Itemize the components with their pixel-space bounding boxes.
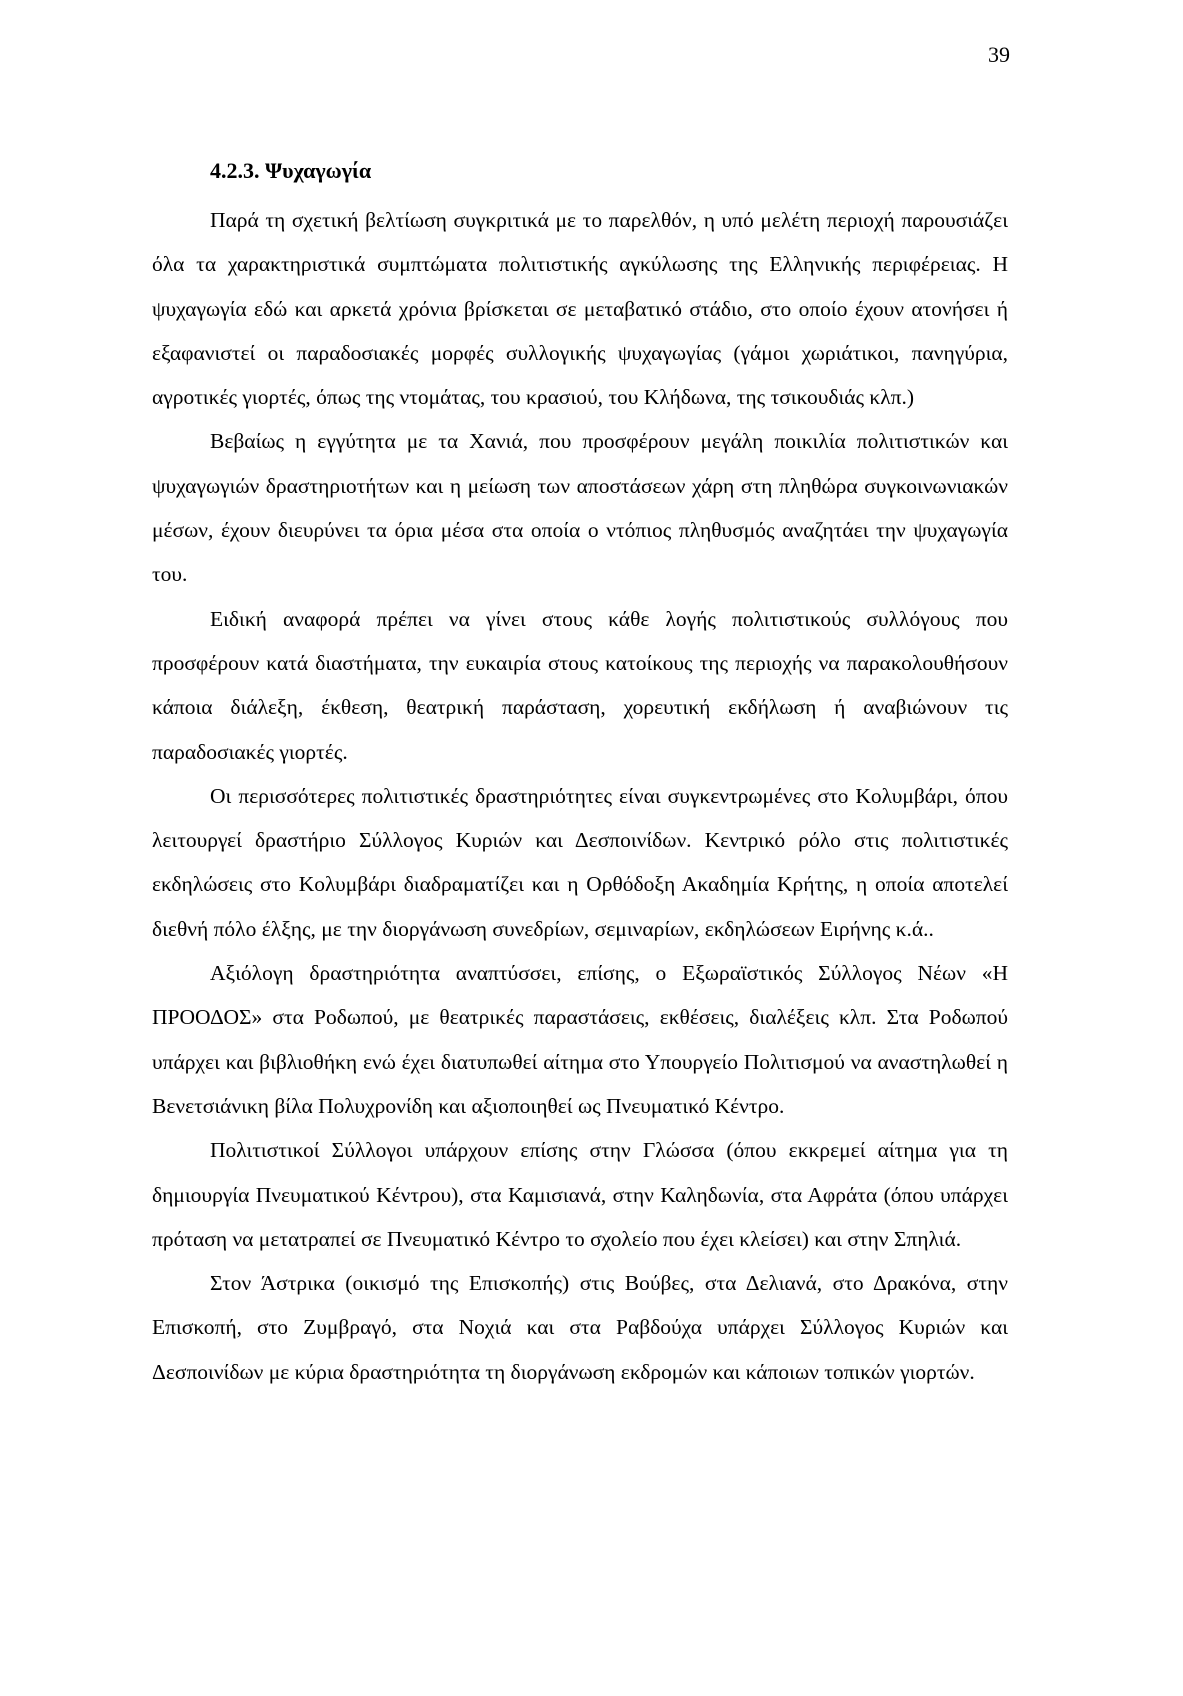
- paragraph-other-associations: Πολιτιστικοί Σύλλογοι υπάρχουν επίσης στην Γλώσσα (όπου εκκρεμεί αίτημα για τη δημιουργία Πνευματικού Κέντρου), στα Καμισιανά, στην Καληδωνία, στα Αφράτα (όπου υπάρχει πρόταση να μετατραπεί σε Πνευματικό Κέντρο το σχολείο που έχει κλείσει) και στην Σπηλιά.: [152, 1138, 1008, 1251]
- page-number: 39: [988, 42, 1010, 67]
- paragraph-rodopou: Αξιόλογη δραστηριότητα αναπτύσσει, επίσης, ο Εξωραϊστικός Σύλλογος Νέων «Η ΠΡΟΟΔΟΣ» στα Ροδωπού, με θεατρικές παραστάσεις, εκθέσεις, διαλέξεις κλπ. Στα Ροδωπού υπάρχει και βιβλιοθήκη ενώ έχει διατυπωθεί αίτημα στο Υπουργείο Πολιτισμού να αναστηλωθεί η Βενετσιάνικη βίλα Πολυχρονίδη και αξιοποιηθεί ως Πνευματικό Κέντρο.: [152, 961, 1008, 1118]
- paragraph-cultural-associations: Ειδική αναφορά πρέπει να γίνει στους κάθε λογής πολιτιστικούς συλλόγους που προσφέρουν κατά διαστήματα, την ευκαιρία στους κατοίκους της περιοχής να παρακολουθήσουν κάποια διάλεξη, έκθεση, θεατρική παράσταση, χορευτική εκδήλωση ή αναβιώνουν τις παραδοσιακές γιορτές.: [152, 606, 1008, 764]
- paragraph-intro: Παρά τη σχετική βελτίωση συγκριτικά με το παρελθόν, η υπό μελέτη περιοχή παρουσιάζει όλα τα χαρακτηριστικά συμπτώματα πολιτιστικής αγκύλωσης της Ελληνικής περιφέρειας. Η ψυχαγωγία εδώ και αρκετά χρόνια βρίσκεται σε μεταβατικό στάδιο, στο οποίο έχουν ατονήσει ή εξαφανιστεί οι παραδοσιακές μορφές συλλογικής ψυχαγωγίας (γάμοι χωριάτικοι, πανηγύρια, αγροτικές γιορτές, όπως της ντομάτας, του κρασιού, του Κλήδωνα, της τσικουδιάς κλπ.): [152, 208, 1008, 410]
- paragraph-chania-proximity: Βεβαίως η εγγύτητα με τα Χανιά, που προσφέρουν μεγάλη ποικιλία πολιτιστικών και ψυχαγωγιών δραστηριοτήτων και η μείωση των αποστάσεων χάρη στη πληθώρα συγκοινωνιακών μέσων, έχουν διευρύνει τα όρια μέσα στα οποία ο ντόπιος πληθυσμός αναζητάει την ψυχαγωγία του.: [152, 429, 1008, 587]
- paragraph-women-associations: Στον Άστρικα (οικισμό της Επισκοπής) στις Βούβες, στα Δελιανά, στο Δρακόνα, στην Επισκοπή, στο Ζυμβραγό, στα Νοχιά και στα Ραβδούχα υπάρχει Σύλλογος Κυριών και Δεσποινίδων με κύρια δραστηριότητα τη διοργάνωση εκδρομών και κάποιων τοπικών γιορτών.: [152, 1271, 1008, 1384]
- document-body: [152, 155, 1008, 1394]
- section-heading: 4.2.3. Ψυχαγωγία: [210, 158, 372, 183]
- paragraph-kolymvari: Οι περισσότερες πολιτιστικές δραστηριότητες είναι συγκεντρωμένες στο Κολυμβάρι, όπου λειτουργεί δραστήριο Σύλλογος Κυριών και Δεσποινίδων. Κεντρικό ρόλο στις πολιτιστικές εκδηλώσεις στο Κολυμβάρι διαδραματίζει και η Ορθόδοξη Ακαδημία Κρήτης, η οποία αποτελεί διεθνή πόλο έλξης, με την διοργάνωση συνεδρίων, σεμιναρίων, εκδηλώσεων Ειρήνης κ.ά..: [152, 783, 1008, 941]
